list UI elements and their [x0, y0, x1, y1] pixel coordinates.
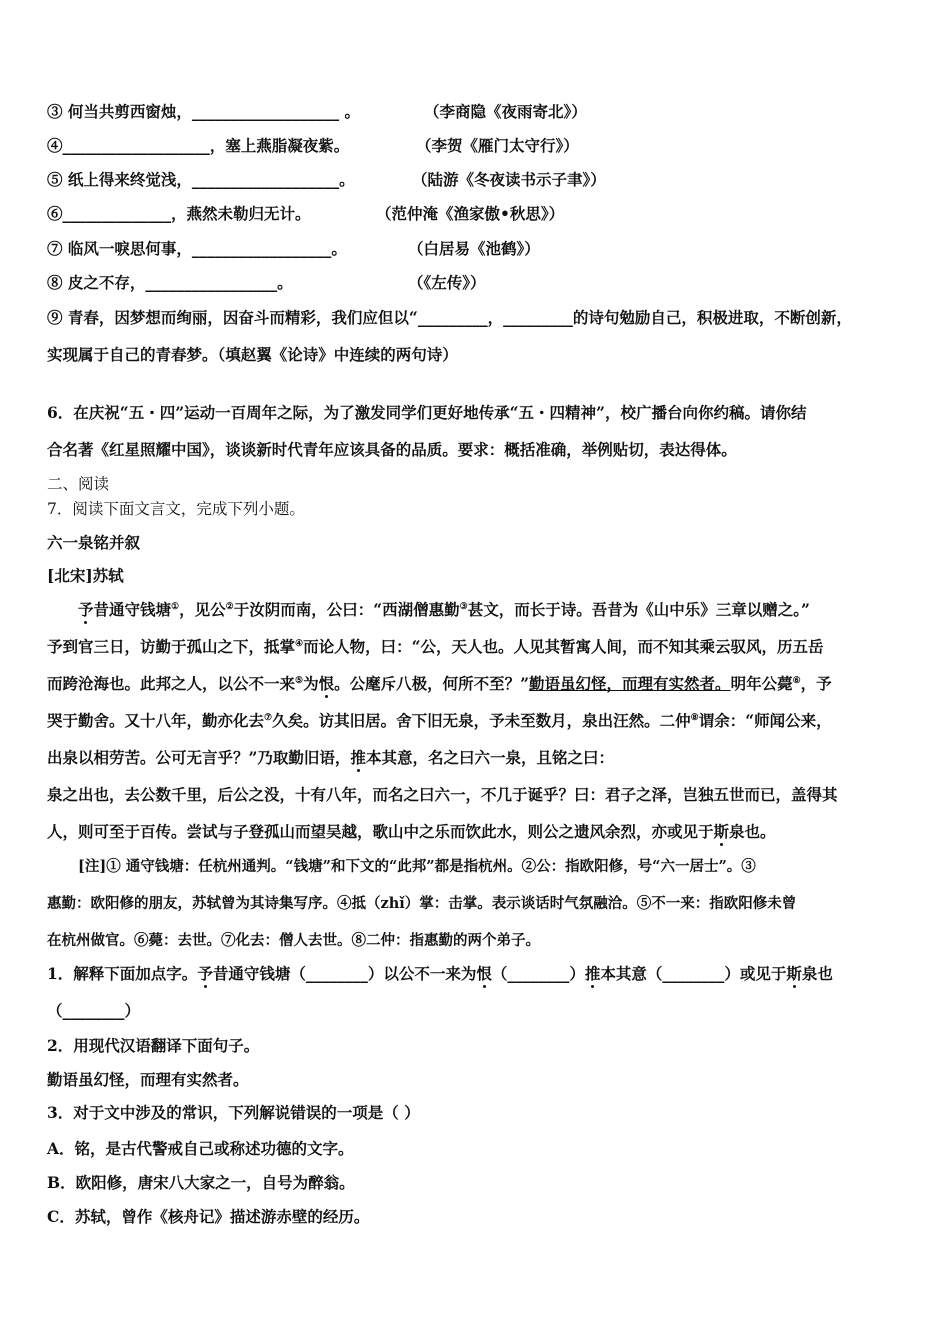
question-number: 3． [47, 1103, 74, 1122]
sub-question-2 [47, 1036, 259, 1056]
passage-line-3 [47, 674, 832, 694]
poem-source: （范仲淹《渔家傲•秋思》） [376, 204, 565, 223]
question-text: 对于文中涉及的常识，下列解说错误的一项是（ ） [73, 1103, 420, 1122]
poem-source: （陆游《冬夜读书示子聿》） [412, 170, 606, 189]
poem-line-8 [47, 273, 486, 293]
dotted-char: 推 [350, 748, 366, 767]
passage-text: 而跨沧海也。此邦之人，以公不一来 [47, 674, 296, 693]
poem-line-3 [47, 102, 587, 122]
translate-sentence: 勤语虽幻怪，而理有实然者。 [47, 1070, 249, 1089]
poem-line-6 [47, 204, 565, 224]
poem-text: ⑥______________，燕然未勒归无计。 [47, 204, 311, 223]
note-mark: ② [225, 601, 234, 612]
question-text: 泉也 [801, 964, 833, 983]
poem-line-5 [47, 170, 606, 190]
note-mark: ③ [459, 601, 468, 612]
question-text: 解释下面加点字。 [73, 964, 198, 983]
passage-line-7 [47, 822, 776, 842]
notes-line-1: [注]① 通守钱塘：任杭州通判。“钱塘”和下文的“此邦”都是指杭州。②公：指欧阳修，号“六一居士”。③ [78, 858, 756, 875]
notes-line-3: 在杭州做官。⑥薨：去世。⑦化去：僧人去世。⑧二仲：指惠勤的两个弟子。 [47, 932, 540, 949]
passage-text: 为 [303, 674, 319, 693]
section-heading: 二、阅读 [47, 475, 110, 493]
passage-text: 出泉以相劳苦。公可无言乎？”乃取勤旧语， [47, 748, 351, 767]
passage-text: 于汝阴而南，公曰：“西湖僧惠勤 [233, 600, 460, 619]
question-text: 用现代汉语翻译下面句子。 [73, 1036, 260, 1055]
poem-text: ⑦ 临风一唳思何事，__________________。 [47, 239, 347, 258]
underlined-sentence: 勤语虽幻怪，而理有实然者。 [529, 674, 731, 693]
option-b[interactable]: B．欧阳修，唐宋八大家之一，自号为醉翁。 [47, 1173, 355, 1192]
q6-line2: 合名著《红星照耀中国》，谈谈新时代青年应该具备的品质。要求：概括准确，举例贴切，表达得体。 [47, 440, 737, 459]
poem-line-7 [47, 239, 540, 259]
dotted-char: 予 [78, 600, 94, 619]
dotted-char: 推 [584, 964, 601, 983]
question-text: 昔通守钱塘（________）以公不一来为 [212, 964, 477, 983]
dotted-char: 恨 [318, 674, 335, 693]
poem-source: （李贺《雁门太守行》） [416, 136, 579, 155]
note-mark: ⑥ [792, 675, 801, 686]
passage-author: [北宋]苏轼 [47, 566, 124, 585]
q9-line2: 实现属于自己的青春梦。（填赵翼《论诗》中连续的两句诗） [47, 345, 458, 364]
answer-blank[interactable]: （________） [47, 1001, 141, 1020]
poem-text: ③ 何当共剪西窗烛，___________________ 。 [47, 102, 361, 121]
q6-line1: 6．在庆祝“五・四”运动一百周年之际，为了激发同学们更好地传承“五・四精神”，校广播台向你约稿。请你结 [47, 403, 807, 422]
passage-text: 明年公薨 [730, 674, 793, 693]
passage-text: 谓余：“师闻公来， [698, 711, 832, 730]
passage-text: 哭于勤舍。又十八年，勤亦化去 [47, 711, 265, 730]
passage-text: 甚文，而长于诗。吾昔为《山中乐》三章以赠之。” [467, 600, 810, 619]
poem-text: ④___________________，塞上燕脂凝夜紫。 [47, 136, 350, 155]
passage-line-2 [47, 637, 824, 657]
poem-text: ⑤ 纸上得来终觉浅，___________________。 [47, 170, 355, 189]
passage-line-4 [47, 711, 832, 731]
question-number: 1． [47, 964, 74, 983]
passage-text: 昔通守钱塘 [93, 600, 172, 619]
passage-line-6: 泉之出也，去公数千里，后公之没，十有八年，而名之曰六一，不几于诞乎？曰：君子之泽，岂独五世而已，盖得其 [47, 785, 838, 804]
question-text: 本其意（________）或见于 [600, 964, 787, 983]
poem-source: （白居易《池鹤》） [408, 239, 540, 258]
passage-title: 六一泉铭并叙 [47, 533, 141, 552]
note-mark: ⑤ [295, 675, 304, 686]
passage-text: 予到官三日，访勤于孤山之下，抵掌 [47, 637, 296, 656]
sub-question-1 [47, 964, 833, 984]
passage-line-5 [47, 748, 614, 768]
poem-line-4 [47, 136, 579, 156]
passage-line-1 [78, 600, 810, 620]
note-mark: ⑦ [264, 712, 273, 723]
note-mark: ④ [295, 638, 304, 649]
passage-text: 。公麾斥八极，何所不至？” [334, 674, 530, 693]
option-c[interactable]: C．苏轼，曾作《核舟记》描述游赤壁的经历。 [47, 1207, 370, 1226]
note-mark: ⑧ [690, 712, 699, 723]
dotted-char: 斯 [713, 822, 730, 841]
passage-text: 本其意，名之曰六一泉，且铭之曰： [365, 748, 614, 767]
dotted-char: 恨 [476, 964, 492, 983]
poem-source: （《左传》） [408, 273, 486, 292]
poem-text: ⑧ 皮之不存，_________________。 [47, 273, 293, 292]
passage-text: 泉也。 [729, 822, 776, 841]
sub-question-3 [47, 1103, 420, 1123]
q7-heading: 7．阅读下面文言文，完成下列小题。 [47, 500, 305, 518]
passage-text: ，见公 [179, 600, 226, 619]
passage-text: 人，则可至于百传。尝试与子登孤山而望吴越，歌山中之乐而饮此水，则公之遗风余烈，亦或见于 [47, 822, 714, 841]
notes-line-2: 惠勤：欧阳修的朋友，苏轼曾为其诗集写序。④抵（zhǐ）掌：击掌。表示谈话时气氛融洽。⑤不一来：指欧阳修未曾 [47, 895, 797, 912]
passage-text: 久矣。访其旧居。舍下旧无泉，予未至数月，泉出汪然。二仲 [272, 711, 691, 730]
question-number: 2． [47, 1036, 74, 1055]
passage-text: ，予 [800, 674, 832, 693]
note-mark: ① [171, 601, 180, 612]
q9-line1: ⑨ 青春，因梦想而绚丽，因奋斗而精彩，我们应但以“_________，_________的诗句勉励自己，积极进取，不断创新， [47, 308, 852, 327]
passage-text: 而论人物，曰：“公，天人也。人见其暂寓人间，而不知其乘云驭风，历五岳 [303, 637, 824, 656]
dotted-char: 予 [197, 964, 213, 983]
dotted-char: 斯 [786, 964, 802, 983]
option-a[interactable]: A．铭，是古代警戒自己或称述功德的文字。 [47, 1139, 354, 1158]
poem-source: （李商隐《夜雨寄北》） [424, 102, 587, 121]
question-text: （________） [491, 964, 585, 983]
